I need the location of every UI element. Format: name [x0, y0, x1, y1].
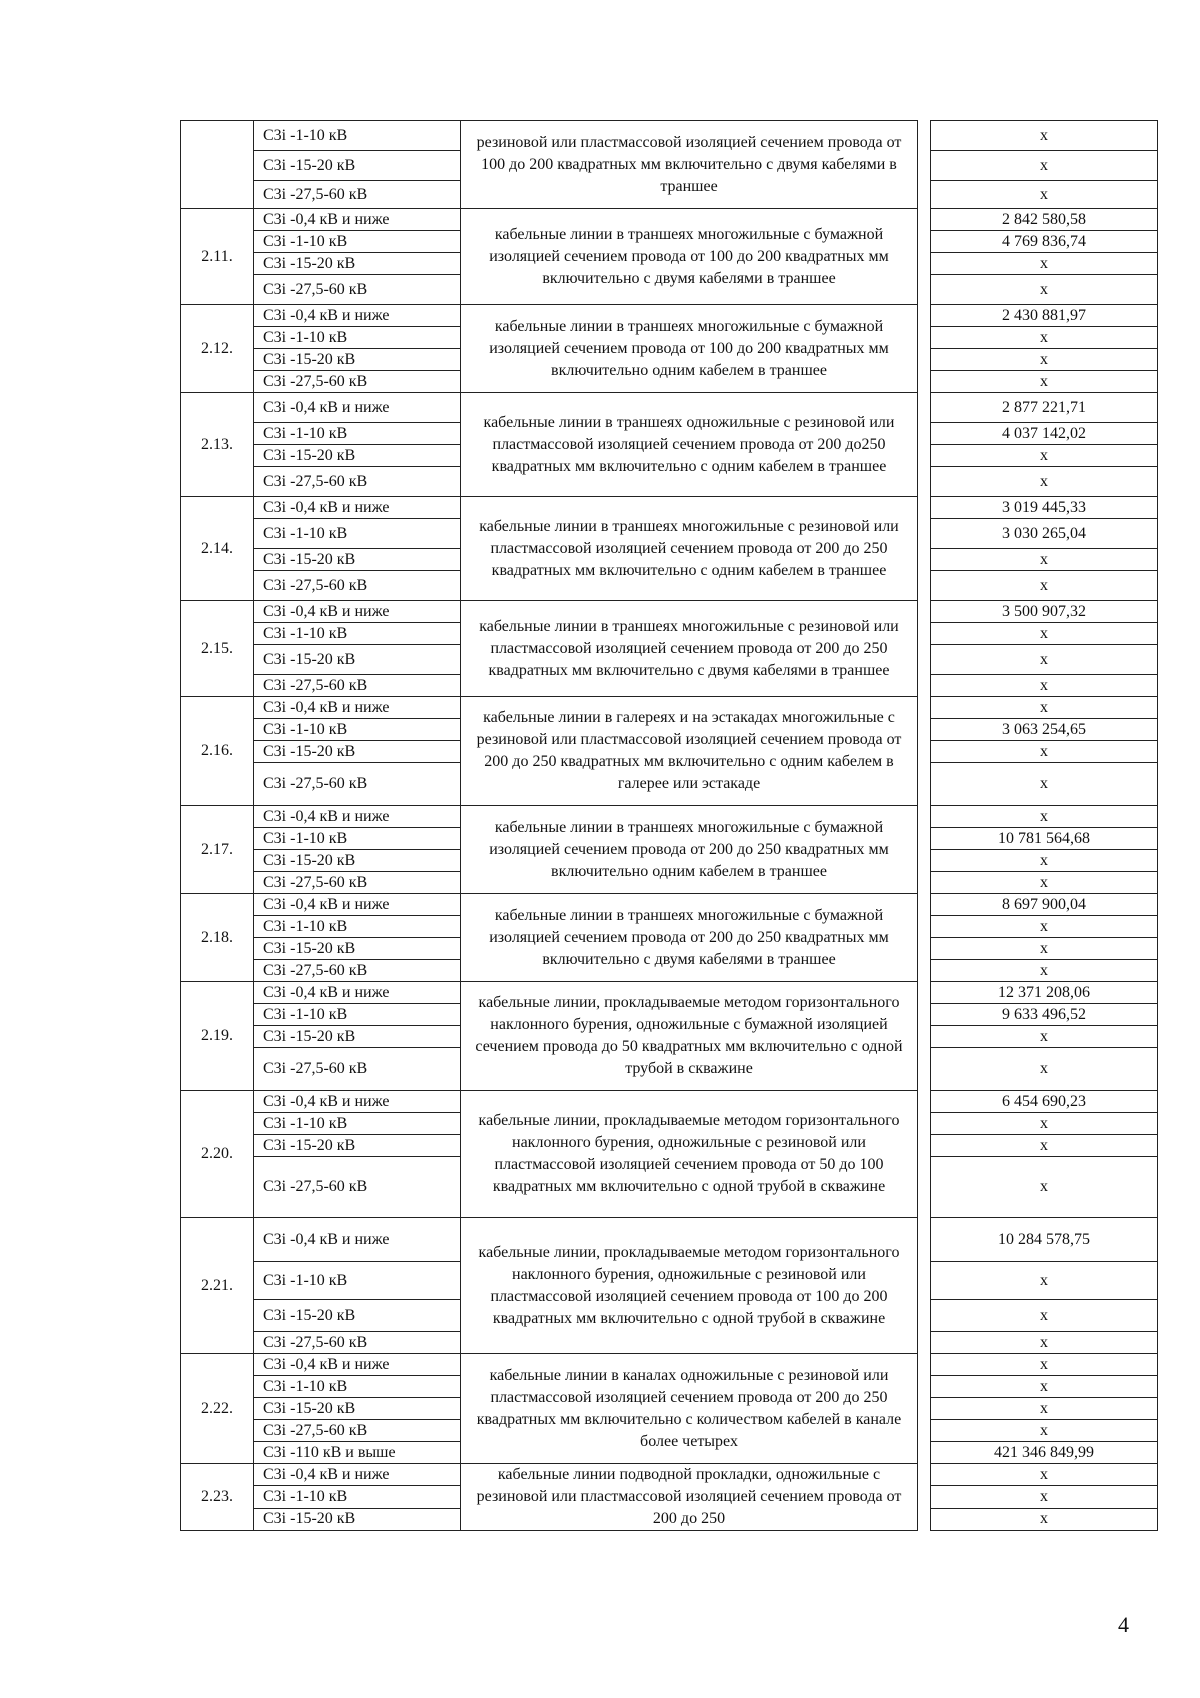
voltage-code: C3i -110 кВ и выше — [254, 1442, 461, 1464]
cable-description: кабельные линии подводной прокладки, одножильные с резиновой или пластмассовой изоляцией сечением провода от 200 до 250 — [461, 1464, 918, 1531]
voltage-code: C3i -0,4 кВ и ниже — [254, 982, 461, 1004]
rate-value: x — [931, 349, 1158, 371]
column-gap — [918, 1420, 931, 1442]
rate-value: x — [931, 741, 1158, 763]
column-gap — [918, 1464, 931, 1486]
rate-value: x — [931, 1135, 1158, 1157]
rate-value: 2 842 580,58 — [931, 209, 1158, 231]
column-gap — [918, 1486, 931, 1508]
rate-value: x — [931, 1354, 1158, 1376]
column-gap — [918, 1332, 931, 1354]
rate-value: x — [931, 1113, 1158, 1135]
rate-value: 3 030 265,04 — [931, 519, 1158, 549]
voltage-code: C3i -15-20 кВ — [254, 549, 461, 571]
column-gap — [918, 305, 931, 327]
rate-value: x — [931, 549, 1158, 571]
cable-description: кабельные линии в каналах одножильные с резиновой или пластмассовой изоляцией сечением провода от 200 до 250 квадратных мм включительно с количеством кабелей в канале более четырех — [461, 1354, 918, 1464]
rate-value: x — [931, 151, 1158, 181]
column-gap — [918, 1135, 931, 1157]
column-gap — [918, 393, 931, 423]
rates-table — [180, 120, 1158, 1531]
column-gap — [918, 938, 931, 960]
rate-value: x — [931, 1157, 1158, 1218]
rate-value: x — [931, 1048, 1158, 1091]
column-gap — [918, 872, 931, 894]
rate-value: x — [931, 623, 1158, 645]
column-gap — [918, 1398, 931, 1420]
column-gap — [918, 1091, 931, 1113]
column-gap — [918, 209, 931, 231]
table-row — [181, 601, 1158, 623]
item-number: 2.23. — [181, 1464, 254, 1531]
column-gap — [918, 423, 931, 445]
voltage-code: C3i -27,5-60 кВ — [254, 872, 461, 894]
voltage-code: C3i -0,4 кВ и ниже — [254, 806, 461, 828]
item-number: 2.13. — [181, 393, 254, 497]
rate-value: x — [931, 371, 1158, 393]
column-gap — [918, 275, 931, 305]
cable-description: кабельные линии в траншеях многожильные с бумажной изоляцией сечением провода от 200 до 250 квадратных мм включительно с двумя кабелями в траншее — [461, 894, 918, 982]
cable-description: кабельные линии в траншеях одножильные с резиновой или пластмассовой изоляцией сечением провода от 200 до250 квадратных мм включительно с одним кабелем в траншее — [461, 393, 918, 497]
voltage-code: C3i -27,5-60 кВ — [254, 571, 461, 601]
column-gap — [918, 497, 931, 519]
column-gap — [918, 763, 931, 806]
voltage-code: C3i -27,5-60 кВ — [254, 1332, 461, 1354]
voltage-code: C3i -15-20 кВ — [254, 1398, 461, 1420]
column-gap — [918, 1048, 931, 1091]
rate-value: x — [931, 960, 1158, 982]
voltage-code: C3i -0,4 кВ и ниже — [254, 1218, 461, 1262]
rate-value: x — [931, 121, 1158, 151]
voltage-code: C3i -1-10 кВ — [254, 916, 461, 938]
table-row — [181, 806, 1158, 828]
table-row — [181, 209, 1158, 231]
item-number: 2.21. — [181, 1218, 254, 1354]
column-gap — [918, 231, 931, 253]
cable-description: кабельные линии в галереях и на эстакадах многожильные с резиновой или пластмассовой изоляцией сечением провода от 200 до 250 квадратных мм включительно с одним кабелем в галерее или эстакаде — [461, 697, 918, 806]
rate-value: 2 430 881,97 — [931, 305, 1158, 327]
column-gap — [918, 601, 931, 623]
voltage-code: C3i -0,4 кВ и ниже — [254, 497, 461, 519]
cable-description: кабельные линии в траншеях многожильные с бумажной изоляцией сечением провода от 100 до 200 квадратных мм включительно с двумя кабелями в траншее — [461, 209, 918, 305]
column-gap — [918, 894, 931, 916]
rate-value: x — [931, 1262, 1158, 1300]
table-row — [181, 894, 1158, 916]
rate-value: x — [931, 872, 1158, 894]
column-gap — [918, 675, 931, 697]
voltage-code: C3i -15-20 кВ — [254, 1135, 461, 1157]
rate-value: x — [931, 1420, 1158, 1442]
rate-value: 9 633 496,52 — [931, 1004, 1158, 1026]
rate-value: 10 781 564,68 — [931, 828, 1158, 850]
rate-value: 3 500 907,32 — [931, 601, 1158, 623]
rate-value: x — [931, 763, 1158, 806]
rate-value: x — [931, 1026, 1158, 1048]
rate-value: x — [931, 645, 1158, 675]
column-gap — [918, 1157, 931, 1218]
column-gap — [918, 1376, 931, 1398]
voltage-code: C3i -1-10 кВ — [254, 1004, 461, 1026]
column-gap — [918, 645, 931, 675]
rates-table-body — [181, 121, 1158, 1531]
voltage-code: C3i -0,4 кВ и ниже — [254, 209, 461, 231]
table-row — [181, 697, 1158, 719]
rate-value: x — [931, 916, 1158, 938]
cable-description: кабельные линии, прокладываемые методом горизонтального наклонного бурения, одножильные с резиновой или пластмассовой изоляцией сечением провода от 50 до 100 квадратных мм включительно с одной трубой в скважине — [461, 1091, 918, 1218]
voltage-code: C3i -1-10 кВ — [254, 719, 461, 741]
column-gap — [918, 1262, 931, 1300]
column-gap — [918, 850, 931, 872]
column-gap — [918, 445, 931, 467]
column-gap — [918, 828, 931, 850]
voltage-code: C3i -0,4 кВ и ниже — [254, 697, 461, 719]
voltage-code: C3i -15-20 кВ — [254, 253, 461, 275]
column-gap — [918, 1113, 931, 1135]
voltage-code: C3i -0,4 кВ и ниже — [254, 1354, 461, 1376]
voltage-code: C3i -1-10 кВ — [254, 623, 461, 645]
rate-value: x — [931, 275, 1158, 305]
voltage-code: C3i -27,5-60 кВ — [254, 960, 461, 982]
voltage-code: C3i -27,5-60 кВ — [254, 1048, 461, 1091]
voltage-code: C3i -1-10 кВ — [254, 423, 461, 445]
voltage-code: C3i -1-10 кВ — [254, 1113, 461, 1135]
page-number: 4 — [1118, 1612, 1129, 1637]
voltage-code: C3i -15-20 кВ — [254, 445, 461, 467]
rate-value: 3 063 254,65 — [931, 719, 1158, 741]
voltage-code: C3i -0,4 кВ и ниже — [254, 1091, 461, 1113]
voltage-code: C3i -15-20 кВ — [254, 1300, 461, 1332]
voltage-code: C3i -15-20 кВ — [254, 645, 461, 675]
item-number: 2.16. — [181, 697, 254, 806]
column-gap — [918, 741, 931, 763]
table-row — [181, 1218, 1158, 1262]
rate-value: x — [931, 1398, 1158, 1420]
voltage-code: C3i -1-10 кВ — [254, 327, 461, 349]
voltage-code: C3i -0,4 кВ и ниже — [254, 305, 461, 327]
column-gap — [918, 371, 931, 393]
column-gap — [918, 1026, 931, 1048]
voltage-code: C3i -0,4 кВ и ниже — [254, 1464, 461, 1486]
rate-value: 4 769 836,74 — [931, 231, 1158, 253]
voltage-code: C3i -27,5-60 кВ — [254, 181, 461, 209]
rate-value: x — [931, 697, 1158, 719]
table-row — [181, 305, 1158, 327]
voltage-code: C3i -1-10 кВ — [254, 1376, 461, 1398]
column-gap — [918, 982, 931, 1004]
rate-value: x — [931, 181, 1158, 209]
item-number: 2.12. — [181, 305, 254, 393]
table-row — [181, 393, 1158, 423]
column-gap — [918, 916, 931, 938]
voltage-code: C3i -27,5-60 кВ — [254, 1157, 461, 1218]
column-gap — [918, 1442, 931, 1464]
item-number: 2.20. — [181, 1091, 254, 1218]
cable-description: кабельные линии в траншеях многожильные с резиновой или пластмассовой изоляцией сечением провода от 200 до 250 квадратных мм включительно с двумя кабелями в траншее — [461, 601, 918, 697]
rate-value: x — [931, 1508, 1158, 1530]
column-gap — [918, 349, 931, 371]
cable-description: кабельные линии в траншеях многожильные с резиновой или пластмассовой изоляцией сечением провода от 200 до 250 квадратных мм включительно с одним кабелем в траншее — [461, 497, 918, 601]
item-number: 2.17. — [181, 806, 254, 894]
column-gap — [918, 1354, 931, 1376]
rate-value: x — [931, 1332, 1158, 1354]
rate-value: x — [931, 1464, 1158, 1486]
voltage-code: C3i -27,5-60 кВ — [254, 371, 461, 393]
column-gap — [918, 549, 931, 571]
cable-description: резиновой или пластмассовой изоляцией сечением провода от 100 до 200 квадратных мм включительно с двумя кабелями в траншее — [461, 121, 918, 209]
item-number: 2.15. — [181, 601, 254, 697]
rate-value: x — [931, 467, 1158, 497]
column-gap — [918, 1300, 931, 1332]
voltage-code: C3i -0,4 кВ и ниже — [254, 393, 461, 423]
item-number: 2.11. — [181, 209, 254, 305]
cable-description: кабельные линии в траншеях многожильные с бумажной изоляцией сечением провода от 100 до 200 квадратных мм включительно одним кабелем в траншее — [461, 305, 918, 393]
item-number: 2.19. — [181, 982, 254, 1091]
column-gap — [918, 121, 931, 151]
rate-value: x — [931, 1486, 1158, 1508]
voltage-code: C3i -1-10 кВ — [254, 1262, 461, 1300]
voltage-code: C3i -1-10 кВ — [254, 828, 461, 850]
cable-description: кабельные линии в траншеях многожильные с бумажной изоляцией сечением провода от 200 до 250 квадратных мм включительно одним кабелем в траншее — [461, 806, 918, 894]
rate-value: x — [931, 675, 1158, 697]
column-gap — [918, 253, 931, 275]
column-gap — [918, 181, 931, 209]
voltage-code: C3i -27,5-60 кВ — [254, 1420, 461, 1442]
voltage-code: C3i -15-20 кВ — [254, 850, 461, 872]
voltage-code: C3i -15-20 кВ — [254, 938, 461, 960]
column-gap — [918, 467, 931, 497]
rate-value: x — [931, 571, 1158, 601]
column-gap — [918, 327, 931, 349]
column-gap — [918, 960, 931, 982]
table-row — [181, 1354, 1158, 1376]
voltage-code: C3i -1-10 кВ — [254, 231, 461, 253]
column-gap — [918, 1218, 931, 1262]
voltage-code: C3i -0,4 кВ и ниже — [254, 601, 461, 623]
table-row — [181, 1464, 1158, 1486]
rate-value: x — [931, 850, 1158, 872]
item-number: 2.22. — [181, 1354, 254, 1464]
rate-value: x — [931, 445, 1158, 467]
voltage-code: C3i -27,5-60 кВ — [254, 763, 461, 806]
rate-value: 4 037 142,02 — [931, 423, 1158, 445]
voltage-code: C3i -15-20 кВ — [254, 349, 461, 371]
voltage-code: C3i -27,5-60 кВ — [254, 275, 461, 305]
voltage-code: C3i -1-10 кВ — [254, 121, 461, 151]
rate-value: 421 346 849,99 — [931, 1442, 1158, 1464]
column-gap — [918, 697, 931, 719]
column-gap — [918, 519, 931, 549]
item-number: 2.18. — [181, 894, 254, 982]
cable-description: кабельные линии, прокладываемые методом горизонтального наклонного бурения, одножильные с бумажной изоляцией сечением провода до 50 квадратных мм включительно с одной трубой в скважине — [461, 982, 918, 1091]
voltage-code: C3i -1-10 кВ — [254, 1486, 461, 1508]
rate-value: x — [931, 806, 1158, 828]
rate-value: 12 371 208,06 — [931, 982, 1158, 1004]
rate-value: 10 284 578,75 — [931, 1218, 1158, 1262]
voltage-code: C3i -1-10 кВ — [254, 519, 461, 549]
rate-value: 8 697 900,04 — [931, 894, 1158, 916]
voltage-code: C3i -0,4 кВ и ниже — [254, 894, 461, 916]
column-gap — [918, 571, 931, 601]
column-gap — [918, 1508, 931, 1530]
column-gap — [918, 1004, 931, 1026]
item-number: 2.14. — [181, 497, 254, 601]
voltage-code: C3i -15-20 кВ — [254, 151, 461, 181]
column-gap — [918, 623, 931, 645]
table-row — [181, 1091, 1158, 1113]
rate-value: x — [931, 253, 1158, 275]
rate-value: x — [931, 1376, 1158, 1398]
voltage-code: C3i -15-20 кВ — [254, 1026, 461, 1048]
table-row — [181, 982, 1158, 1004]
rate-value: x — [931, 327, 1158, 349]
voltage-code: C3i -15-20 кВ — [254, 741, 461, 763]
rate-value: x — [931, 938, 1158, 960]
rate-value: 6 454 690,23 — [931, 1091, 1158, 1113]
rate-value: 2 877 221,71 — [931, 393, 1158, 423]
cable-description: кабельные линии, прокладываемые методом горизонтального наклонного бурения, одножильные с резиновой или пластмассовой изоляцией сечением провода от 100 до 200 квадратных мм включительно с одной трубой в скважине — [461, 1218, 918, 1354]
column-gap — [918, 719, 931, 741]
rate-value: x — [931, 1300, 1158, 1332]
column-gap — [918, 806, 931, 828]
item-number — [181, 121, 254, 209]
table-row — [181, 121, 1158, 151]
rate-value: 3 019 445,33 — [931, 497, 1158, 519]
column-gap — [918, 151, 931, 181]
voltage-code: C3i -27,5-60 кВ — [254, 467, 461, 497]
table-row — [181, 497, 1158, 519]
voltage-code: C3i -15-20 кВ — [254, 1508, 461, 1530]
voltage-code: C3i -27,5-60 кВ — [254, 675, 461, 697]
